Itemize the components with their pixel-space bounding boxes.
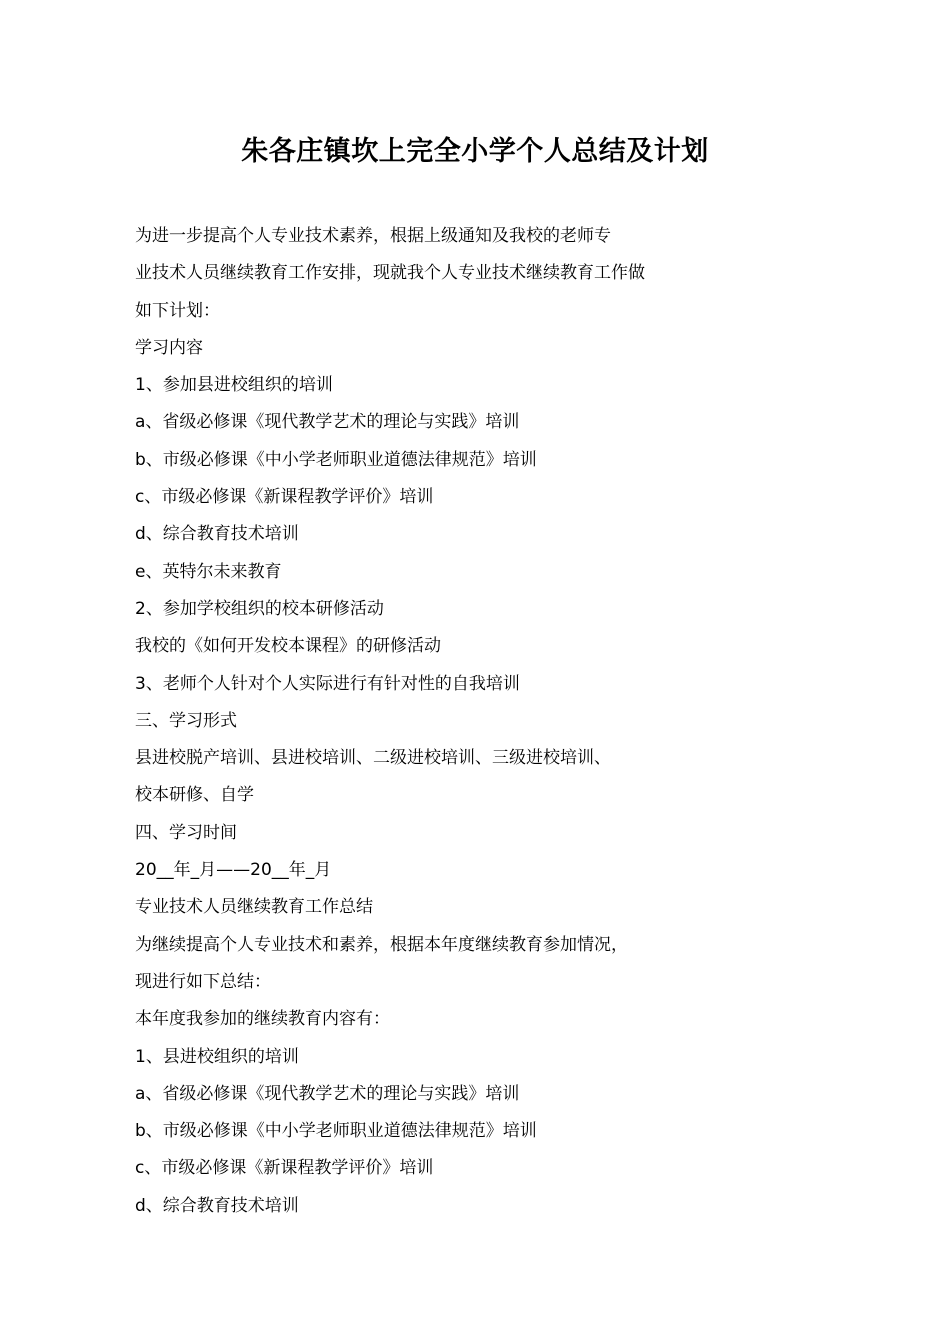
- section-heading: 三、学习形式: [135, 710, 237, 731]
- body-line: 本年度我参加的继续教育内容有：: [135, 1009, 390, 1030]
- body-line: 2、参加学校组织的校本研修活动: [135, 598, 384, 619]
- body-line: 现进行如下总结：: [135, 971, 271, 992]
- body-line: 校本研修、自学: [135, 785, 254, 806]
- body-line: e、英特尔未来教育: [135, 561, 282, 582]
- body-line: a、省级必修课《现代教学艺术的理论与实践》培训: [135, 1083, 520, 1104]
- document-body: [135, 218, 835, 1225]
- section-heading: 专业技术人员继续教育工作总结: [135, 897, 373, 918]
- body-line: 1、参加县进校组织的培训: [135, 375, 333, 396]
- body-line: c、市级必修课《新课程教学评价》培训: [135, 1158, 434, 1179]
- body-line: 如下计划：: [135, 300, 220, 321]
- body-line: d、综合教育技术培训: [135, 1195, 299, 1216]
- body-line: c、市级必修课《新课程教学评价》培训: [135, 487, 434, 508]
- document-title: 朱各庄镇坎上完全小学个人总结及计划: [241, 136, 709, 167]
- body-line: a、省级必修课《现代教学艺术的理论与实践》培训: [135, 412, 520, 433]
- body-line: 为继续提高个人专业技术和素养，根据本年度继续教育参加情况，: [135, 934, 628, 955]
- body-line: 为进一步提高个人专业技术素养，根据上级通知及我校的老师专: [135, 226, 611, 246]
- body-line: 1、县进校组织的培训: [135, 1046, 299, 1067]
- body-line: 学习内容: [135, 337, 203, 358]
- body-line: 县进校脱产培训、县进校培训、二级进校培训、三级进校培训、: [135, 748, 611, 769]
- body-line: 3、老师个人针对个人实际进行有针对性的自我培训: [135, 673, 520, 694]
- section-heading: 四、学习时间: [135, 822, 237, 843]
- body-line: b、市级必修课《中小学老师职业道德法律规范》培训: [135, 1121, 537, 1142]
- body-line: b、市级必修课《中小学老师职业道德法律规范》培训: [135, 449, 537, 470]
- body-line: 我校的《如何开发校本课程》的研修活动: [135, 636, 441, 657]
- body-line: 20__年_月——20__年_月: [135, 860, 332, 881]
- body-line: d、综合教育技术培训: [135, 524, 299, 545]
- body-line: 业技术人员继续教育工作安排，现就我个人专业技术继续教育工作做: [135, 263, 645, 284]
